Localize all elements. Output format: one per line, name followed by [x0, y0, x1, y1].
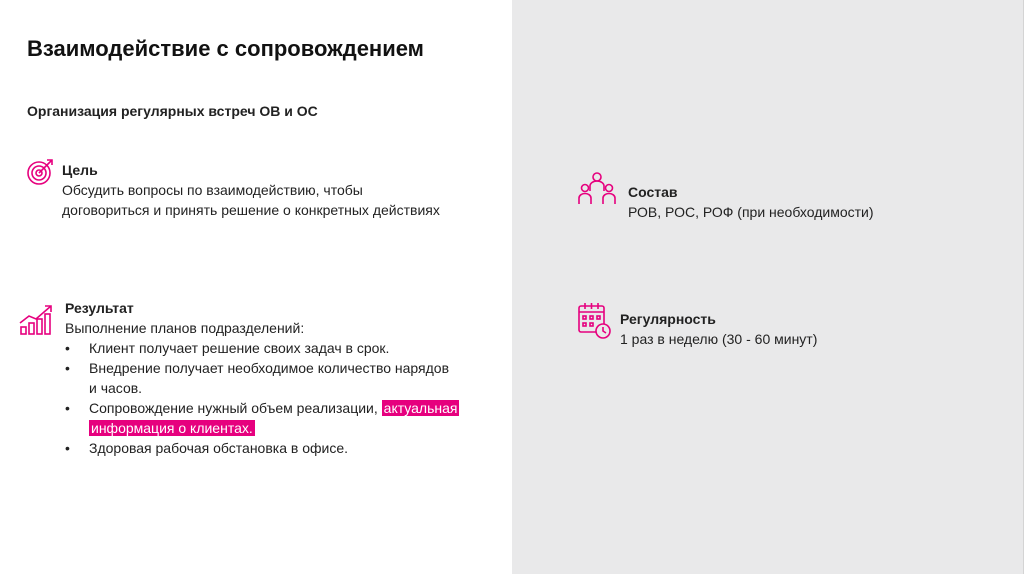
- page-subtitle: Организация регулярных встреч ОВ и ОС: [27, 103, 318, 119]
- list-item-text: • Внедрение получает необходимое количество нарядов: [89, 360, 450, 376]
- goal-block: [62, 160, 440, 220]
- regularity-block: [620, 309, 817, 349]
- regularity-heading: Регулярность: [620, 311, 716, 327]
- right-panel: [512, 0, 1024, 574]
- growth-chart-icon: [19, 303, 55, 340]
- goal-line: Обсудить вопросы по взаимодействию, чтобы: [62, 182, 363, 198]
- target-icon: [26, 157, 56, 192]
- highlighted-text: актуальная: [383, 400, 458, 416]
- highlighted-text: информация о клиентах.: [91, 420, 253, 436]
- result-heading: Результат: [65, 300, 134, 316]
- team-text: РОВ, РОС, РОФ (при необходимости): [628, 204, 874, 220]
- list-item: [65, 358, 495, 398]
- result-intro: Выполнение планов подразделений:: [65, 320, 305, 336]
- calendar-clock-icon: [577, 301, 613, 346]
- result-list: [65, 338, 495, 458]
- goal-line: договориться и принять решение о конкретных действиях: [62, 202, 440, 218]
- regularity-text: 1 раз в неделю (30 - 60 минут): [620, 331, 818, 347]
- list-item-text: и часов.: [89, 380, 143, 396]
- goal-heading: Цель: [62, 162, 98, 178]
- team-block: [628, 182, 874, 222]
- list-item-text: Здоровая рабочая обстановка в офисе.: [89, 440, 349, 456]
- list-item-text: Клиент получает решение своих задач в срок.: [89, 340, 390, 356]
- list-item: [65, 438, 495, 458]
- list-item: [65, 338, 495, 358]
- list-item-text: Сопровождение нужный объем реализации,: [89, 400, 382, 416]
- team-heading: Состав: [628, 184, 678, 200]
- result-block: [65, 298, 495, 458]
- page-title: Взаимодействие с сопровождением: [27, 36, 424, 61]
- people-icon: [577, 171, 617, 210]
- list-item: [65, 398, 495, 438]
